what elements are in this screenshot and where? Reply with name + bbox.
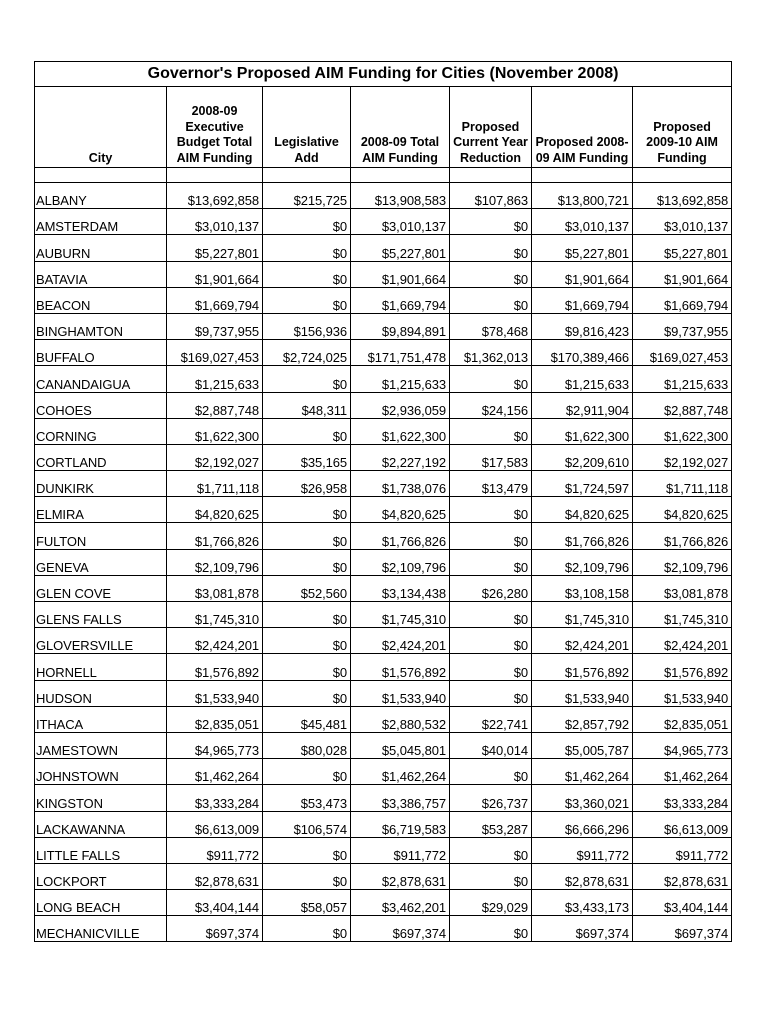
table-row xyxy=(35,706,732,732)
cell-total-aim: $4,820,625 xyxy=(351,497,450,523)
cell-proposed-2008-09: $13,800,721 xyxy=(532,183,633,209)
cell-city: KINGSTON xyxy=(35,785,167,811)
cell-proposed-2008-09: $2,911,904 xyxy=(532,392,633,418)
cell-current-year-reduction: $26,280 xyxy=(450,575,532,601)
blank-cell xyxy=(633,168,732,183)
cell-total-aim: $1,669,794 xyxy=(351,287,450,313)
table-row xyxy=(35,287,732,313)
cell-total-aim: $1,766,826 xyxy=(351,523,450,549)
cell-executive-budget: $169,027,453 xyxy=(167,340,263,366)
cell-proposed-2008-09: $5,227,801 xyxy=(532,235,633,261)
cell-legislative-add: $52,560 xyxy=(263,575,351,601)
cell-city: GLOVERSVILLE xyxy=(35,628,167,654)
cell-total-aim: $2,936,059 xyxy=(351,392,450,418)
table-row xyxy=(35,602,732,628)
cell-proposed-2009-10: $1,215,633 xyxy=(633,366,732,392)
cell-total-aim: $1,576,892 xyxy=(351,654,450,680)
cell-proposed-2008-09: $170,389,466 xyxy=(532,340,633,366)
table-row xyxy=(35,209,732,235)
cell-legislative-add: $0 xyxy=(263,628,351,654)
cell-legislative-add: $45,481 xyxy=(263,706,351,732)
cell-total-aim: $3,010,137 xyxy=(351,209,450,235)
cell-legislative-add: $156,936 xyxy=(263,313,351,339)
cell-executive-budget: $2,835,051 xyxy=(167,706,263,732)
cell-executive-budget: $5,227,801 xyxy=(167,235,263,261)
cell-legislative-add: $2,724,025 xyxy=(263,340,351,366)
cell-total-aim: $3,462,201 xyxy=(351,890,450,916)
column-header-proposed-2008-09: Proposed 2008-09 AIM Funding xyxy=(532,87,633,168)
cell-executive-budget: $2,424,201 xyxy=(167,628,263,654)
cell-current-year-reduction: $40,014 xyxy=(450,732,532,758)
table-title: Governor's Proposed AIM Funding for Cities (November 2008) xyxy=(35,62,732,87)
cell-legislative-add: $106,574 xyxy=(263,811,351,837)
cell-total-aim: $1,462,264 xyxy=(351,759,450,785)
cell-city: DUNKIRK xyxy=(35,471,167,497)
cell-proposed-2009-10: $1,576,892 xyxy=(633,654,732,680)
cell-current-year-reduction: $13,479 xyxy=(450,471,532,497)
cell-legislative-add: $0 xyxy=(263,209,351,235)
cell-proposed-2009-10: $5,227,801 xyxy=(633,235,732,261)
blank-cell xyxy=(263,168,351,183)
blank-cell xyxy=(351,168,450,183)
cell-total-aim: $171,751,478 xyxy=(351,340,450,366)
table-row xyxy=(35,654,732,680)
cell-executive-budget: $1,462,264 xyxy=(167,759,263,785)
cell-city: CANANDAIGUA xyxy=(35,366,167,392)
cell-proposed-2008-09: $1,724,597 xyxy=(532,471,633,497)
cell-city: GENEVA xyxy=(35,549,167,575)
cell-executive-budget: $4,965,773 xyxy=(167,732,263,758)
column-header-executive-budget: 2008-09 Executive Budget Total AIM Funding xyxy=(167,87,263,168)
cell-proposed-2008-09: $911,772 xyxy=(532,837,633,863)
table-row xyxy=(35,628,732,654)
cell-proposed-2008-09: $6,666,296 xyxy=(532,811,633,837)
cell-proposed-2008-09: $9,816,423 xyxy=(532,313,633,339)
cell-proposed-2008-09: $3,433,173 xyxy=(532,890,633,916)
cell-executive-budget: $3,010,137 xyxy=(167,209,263,235)
cell-executive-budget: $1,669,794 xyxy=(167,287,263,313)
cell-city: CORTLAND xyxy=(35,444,167,470)
cell-city: HUDSON xyxy=(35,680,167,706)
cell-total-aim: $1,215,633 xyxy=(351,366,450,392)
cell-current-year-reduction: $0 xyxy=(450,916,532,942)
cell-proposed-2009-10: $2,887,748 xyxy=(633,392,732,418)
cell-proposed-2008-09: $1,576,892 xyxy=(532,654,633,680)
cell-legislative-add: $215,725 xyxy=(263,183,351,209)
table-row xyxy=(35,863,732,889)
cell-legislative-add: $0 xyxy=(263,654,351,680)
cell-current-year-reduction: $0 xyxy=(450,287,532,313)
cell-proposed-2008-09: $1,462,264 xyxy=(532,759,633,785)
table-row xyxy=(35,549,732,575)
cell-city: ITHACA xyxy=(35,706,167,732)
cell-executive-budget: $1,215,633 xyxy=(167,366,263,392)
cell-proposed-2009-10: $1,533,940 xyxy=(633,680,732,706)
table-row xyxy=(35,497,732,523)
cell-city: ALBANY xyxy=(35,183,167,209)
cell-proposed-2009-10: $697,374 xyxy=(633,916,732,942)
cell-proposed-2009-10: $169,027,453 xyxy=(633,340,732,366)
cell-executive-budget: $6,613,009 xyxy=(167,811,263,837)
cell-legislative-add: $80,028 xyxy=(263,732,351,758)
cell-legislative-add: $0 xyxy=(263,235,351,261)
cell-proposed-2009-10: $13,692,858 xyxy=(633,183,732,209)
cell-proposed-2008-09: $3,360,021 xyxy=(532,785,633,811)
cell-proposed-2009-10: $3,081,878 xyxy=(633,575,732,601)
cell-legislative-add: $0 xyxy=(263,863,351,889)
cell-executive-budget: $2,192,027 xyxy=(167,444,263,470)
cell-current-year-reduction: $0 xyxy=(450,235,532,261)
cell-proposed-2009-10: $1,711,118 xyxy=(633,471,732,497)
table-row xyxy=(35,392,732,418)
cell-executive-budget: $9,737,955 xyxy=(167,313,263,339)
table-row xyxy=(35,313,732,339)
blank-cell xyxy=(532,168,633,183)
cell-current-year-reduction: $0 xyxy=(450,523,532,549)
cell-proposed-2008-09: $3,010,137 xyxy=(532,209,633,235)
cell-proposed-2008-09: $1,901,664 xyxy=(532,261,633,287)
cell-proposed-2009-10: $2,835,051 xyxy=(633,706,732,732)
cell-city: FULTON xyxy=(35,523,167,549)
cell-current-year-reduction: $0 xyxy=(450,837,532,863)
cell-executive-budget: $4,820,625 xyxy=(167,497,263,523)
table-row xyxy=(35,235,732,261)
cell-city: HORNELL xyxy=(35,654,167,680)
table-row xyxy=(35,680,732,706)
cell-city: AUBURN xyxy=(35,235,167,261)
cell-proposed-2009-10: $1,901,664 xyxy=(633,261,732,287)
cell-legislative-add: $0 xyxy=(263,680,351,706)
cell-proposed-2009-10: $1,462,264 xyxy=(633,759,732,785)
cell-current-year-reduction: $1,362,013 xyxy=(450,340,532,366)
table-row xyxy=(35,785,732,811)
cell-current-year-reduction: $0 xyxy=(450,863,532,889)
cell-proposed-2008-09: $3,108,158 xyxy=(532,575,633,601)
cell-proposed-2009-10: $4,820,625 xyxy=(633,497,732,523)
cell-city: MECHANICVILLE xyxy=(35,916,167,942)
cell-current-year-reduction: $0 xyxy=(450,497,532,523)
table-row xyxy=(35,183,732,209)
aim-funding-table xyxy=(34,61,732,942)
cell-proposed-2009-10: $1,766,826 xyxy=(633,523,732,549)
cell-total-aim: $697,374 xyxy=(351,916,450,942)
cell-current-year-reduction: $17,583 xyxy=(450,444,532,470)
cell-current-year-reduction: $24,156 xyxy=(450,392,532,418)
cell-current-year-reduction: $0 xyxy=(450,418,532,444)
cell-legislative-add: $0 xyxy=(263,837,351,863)
cell-proposed-2009-10: $3,333,284 xyxy=(633,785,732,811)
cell-proposed-2009-10: $2,192,027 xyxy=(633,444,732,470)
cell-executive-budget: $2,887,748 xyxy=(167,392,263,418)
cell-executive-budget: $1,901,664 xyxy=(167,261,263,287)
cell-current-year-reduction: $0 xyxy=(450,628,532,654)
cell-proposed-2009-10: $2,424,201 xyxy=(633,628,732,654)
cell-current-year-reduction: $0 xyxy=(450,366,532,392)
table-body xyxy=(35,183,732,942)
cell-total-aim: $5,045,801 xyxy=(351,732,450,758)
cell-proposed-2009-10: $9,737,955 xyxy=(633,313,732,339)
cell-city: LONG BEACH xyxy=(35,890,167,916)
cell-proposed-2009-10: $1,622,300 xyxy=(633,418,732,444)
cell-current-year-reduction: $0 xyxy=(450,680,532,706)
table-row xyxy=(35,471,732,497)
cell-proposed-2008-09: $2,878,631 xyxy=(532,863,633,889)
cell-executive-budget: $3,081,878 xyxy=(167,575,263,601)
table-row xyxy=(35,261,732,287)
cell-total-aim: $9,894,891 xyxy=(351,313,450,339)
cell-executive-budget: $13,692,858 xyxy=(167,183,263,209)
cell-city: COHOES xyxy=(35,392,167,418)
cell-current-year-reduction: $0 xyxy=(450,549,532,575)
cell-total-aim: $2,424,201 xyxy=(351,628,450,654)
column-header-city: City xyxy=(35,87,167,168)
cell-city: JOHNSTOWN xyxy=(35,759,167,785)
cell-legislative-add: $0 xyxy=(263,261,351,287)
cell-total-aim: $6,719,583 xyxy=(351,811,450,837)
cell-proposed-2009-10: $2,878,631 xyxy=(633,863,732,889)
cell-executive-budget: $2,109,796 xyxy=(167,549,263,575)
cell-executive-budget: $1,533,940 xyxy=(167,680,263,706)
cell-current-year-reduction: $22,741 xyxy=(450,706,532,732)
cell-total-aim: $3,134,438 xyxy=(351,575,450,601)
cell-executive-budget: $2,878,631 xyxy=(167,863,263,889)
blank-cell xyxy=(167,168,263,183)
cell-proposed-2009-10: $1,745,310 xyxy=(633,602,732,628)
cell-proposed-2008-09: $1,622,300 xyxy=(532,418,633,444)
table-row xyxy=(35,575,732,601)
column-header-total-aim: 2008-09 Total AIM Funding xyxy=(351,87,450,168)
cell-legislative-add: $0 xyxy=(263,287,351,313)
cell-executive-budget: $911,772 xyxy=(167,837,263,863)
cell-city: LOCKPORT xyxy=(35,863,167,889)
header-row xyxy=(35,87,732,168)
cell-proposed-2009-10: $3,404,144 xyxy=(633,890,732,916)
cell-legislative-add: $0 xyxy=(263,602,351,628)
cell-total-aim: $1,901,664 xyxy=(351,261,450,287)
cell-current-year-reduction: $0 xyxy=(450,209,532,235)
cell-legislative-add: $0 xyxy=(263,418,351,444)
cell-city: GLENS FALLS xyxy=(35,602,167,628)
cell-proposed-2009-10: $6,613,009 xyxy=(633,811,732,837)
cell-executive-budget: $1,711,118 xyxy=(167,471,263,497)
cell-city: LITTLE FALLS xyxy=(35,837,167,863)
column-header-current-year-reduction: Proposed Current Year Reduction xyxy=(450,87,532,168)
cell-executive-budget: $3,404,144 xyxy=(167,890,263,916)
table-row xyxy=(35,759,732,785)
table-row xyxy=(35,837,732,863)
cell-proposed-2009-10: $3,010,137 xyxy=(633,209,732,235)
cell-proposed-2008-09: $2,109,796 xyxy=(532,549,633,575)
cell-city: BATAVIA xyxy=(35,261,167,287)
cell-current-year-reduction: $0 xyxy=(450,759,532,785)
cell-current-year-reduction: $0 xyxy=(450,261,532,287)
cell-total-aim: $2,878,631 xyxy=(351,863,450,889)
cell-total-aim: $2,227,192 xyxy=(351,444,450,470)
cell-proposed-2009-10: $4,965,773 xyxy=(633,732,732,758)
cell-proposed-2009-10: $1,669,794 xyxy=(633,287,732,313)
cell-executive-budget: $1,745,310 xyxy=(167,602,263,628)
cell-proposed-2008-09: $5,005,787 xyxy=(532,732,633,758)
cell-proposed-2008-09: $1,533,940 xyxy=(532,680,633,706)
blank-cell xyxy=(450,168,532,183)
cell-total-aim: $1,533,940 xyxy=(351,680,450,706)
cell-city: ELMIRA xyxy=(35,497,167,523)
cell-legislative-add: $0 xyxy=(263,366,351,392)
table-row xyxy=(35,418,732,444)
cell-legislative-add: $0 xyxy=(263,916,351,942)
cell-total-aim: $3,386,757 xyxy=(351,785,450,811)
cell-executive-budget: $1,576,892 xyxy=(167,654,263,680)
cell-proposed-2008-09: $697,374 xyxy=(532,916,633,942)
cell-current-year-reduction: $26,737 xyxy=(450,785,532,811)
cell-current-year-reduction: $107,863 xyxy=(450,183,532,209)
cell-executive-budget: $1,622,300 xyxy=(167,418,263,444)
table-row xyxy=(35,523,732,549)
cell-proposed-2008-09: $2,857,792 xyxy=(532,706,633,732)
cell-executive-budget: $697,374 xyxy=(167,916,263,942)
cell-current-year-reduction: $53,287 xyxy=(450,811,532,837)
cell-proposed-2008-09: $4,820,625 xyxy=(532,497,633,523)
cell-legislative-add: $0 xyxy=(263,523,351,549)
cell-city: BINGHAMTON xyxy=(35,313,167,339)
cell-proposed-2008-09: $1,745,310 xyxy=(532,602,633,628)
cell-current-year-reduction: $0 xyxy=(450,602,532,628)
table-row xyxy=(35,340,732,366)
cell-executive-budget: $3,333,284 xyxy=(167,785,263,811)
cell-city: BEACON xyxy=(35,287,167,313)
cell-total-aim: $5,227,801 xyxy=(351,235,450,261)
cell-executive-budget: $1,766,826 xyxy=(167,523,263,549)
cell-legislative-add: $35,165 xyxy=(263,444,351,470)
cell-legislative-add: $53,473 xyxy=(263,785,351,811)
blank-row xyxy=(35,168,732,183)
cell-proposed-2008-09: $1,669,794 xyxy=(532,287,633,313)
cell-city: CORNING xyxy=(35,418,167,444)
title-row xyxy=(35,62,732,87)
table-row xyxy=(35,732,732,758)
cell-legislative-add: $0 xyxy=(263,497,351,523)
cell-total-aim: $2,880,532 xyxy=(351,706,450,732)
cell-current-year-reduction: $0 xyxy=(450,654,532,680)
table-row xyxy=(35,916,732,942)
cell-current-year-reduction: $78,468 xyxy=(450,313,532,339)
cell-proposed-2008-09: $1,215,633 xyxy=(532,366,633,392)
table-row xyxy=(35,811,732,837)
column-header-legislative-add: Legislative Add xyxy=(263,87,351,168)
table-row xyxy=(35,444,732,470)
cell-legislative-add: $26,958 xyxy=(263,471,351,497)
column-header-proposed-2009-10: Proposed 2009-10 AIM Funding xyxy=(633,87,732,168)
cell-total-aim: $911,772 xyxy=(351,837,450,863)
cell-proposed-2008-09: $1,766,826 xyxy=(532,523,633,549)
cell-proposed-2009-10: $2,109,796 xyxy=(633,549,732,575)
cell-legislative-add: $48,311 xyxy=(263,392,351,418)
cell-city: LACKAWANNA xyxy=(35,811,167,837)
cell-city: BUFFALO xyxy=(35,340,167,366)
cell-proposed-2008-09: $2,209,610 xyxy=(532,444,633,470)
cell-total-aim: $13,908,583 xyxy=(351,183,450,209)
cell-proposed-2009-10: $911,772 xyxy=(633,837,732,863)
cell-legislative-add: $58,057 xyxy=(263,890,351,916)
table-row xyxy=(35,366,732,392)
cell-legislative-add: $0 xyxy=(263,759,351,785)
blank-cell xyxy=(35,168,167,183)
cell-legislative-add: $0 xyxy=(263,549,351,575)
cell-current-year-reduction: $29,029 xyxy=(450,890,532,916)
cell-proposed-2008-09: $2,424,201 xyxy=(532,628,633,654)
table-row xyxy=(35,890,732,916)
cell-city: AMSTERDAM xyxy=(35,209,167,235)
cell-city: GLEN COVE xyxy=(35,575,167,601)
cell-total-aim: $2,109,796 xyxy=(351,549,450,575)
cell-total-aim: $1,745,310 xyxy=(351,602,450,628)
cell-city: JAMESTOWN xyxy=(35,732,167,758)
cell-total-aim: $1,622,300 xyxy=(351,418,450,444)
cell-total-aim: $1,738,076 xyxy=(351,471,450,497)
